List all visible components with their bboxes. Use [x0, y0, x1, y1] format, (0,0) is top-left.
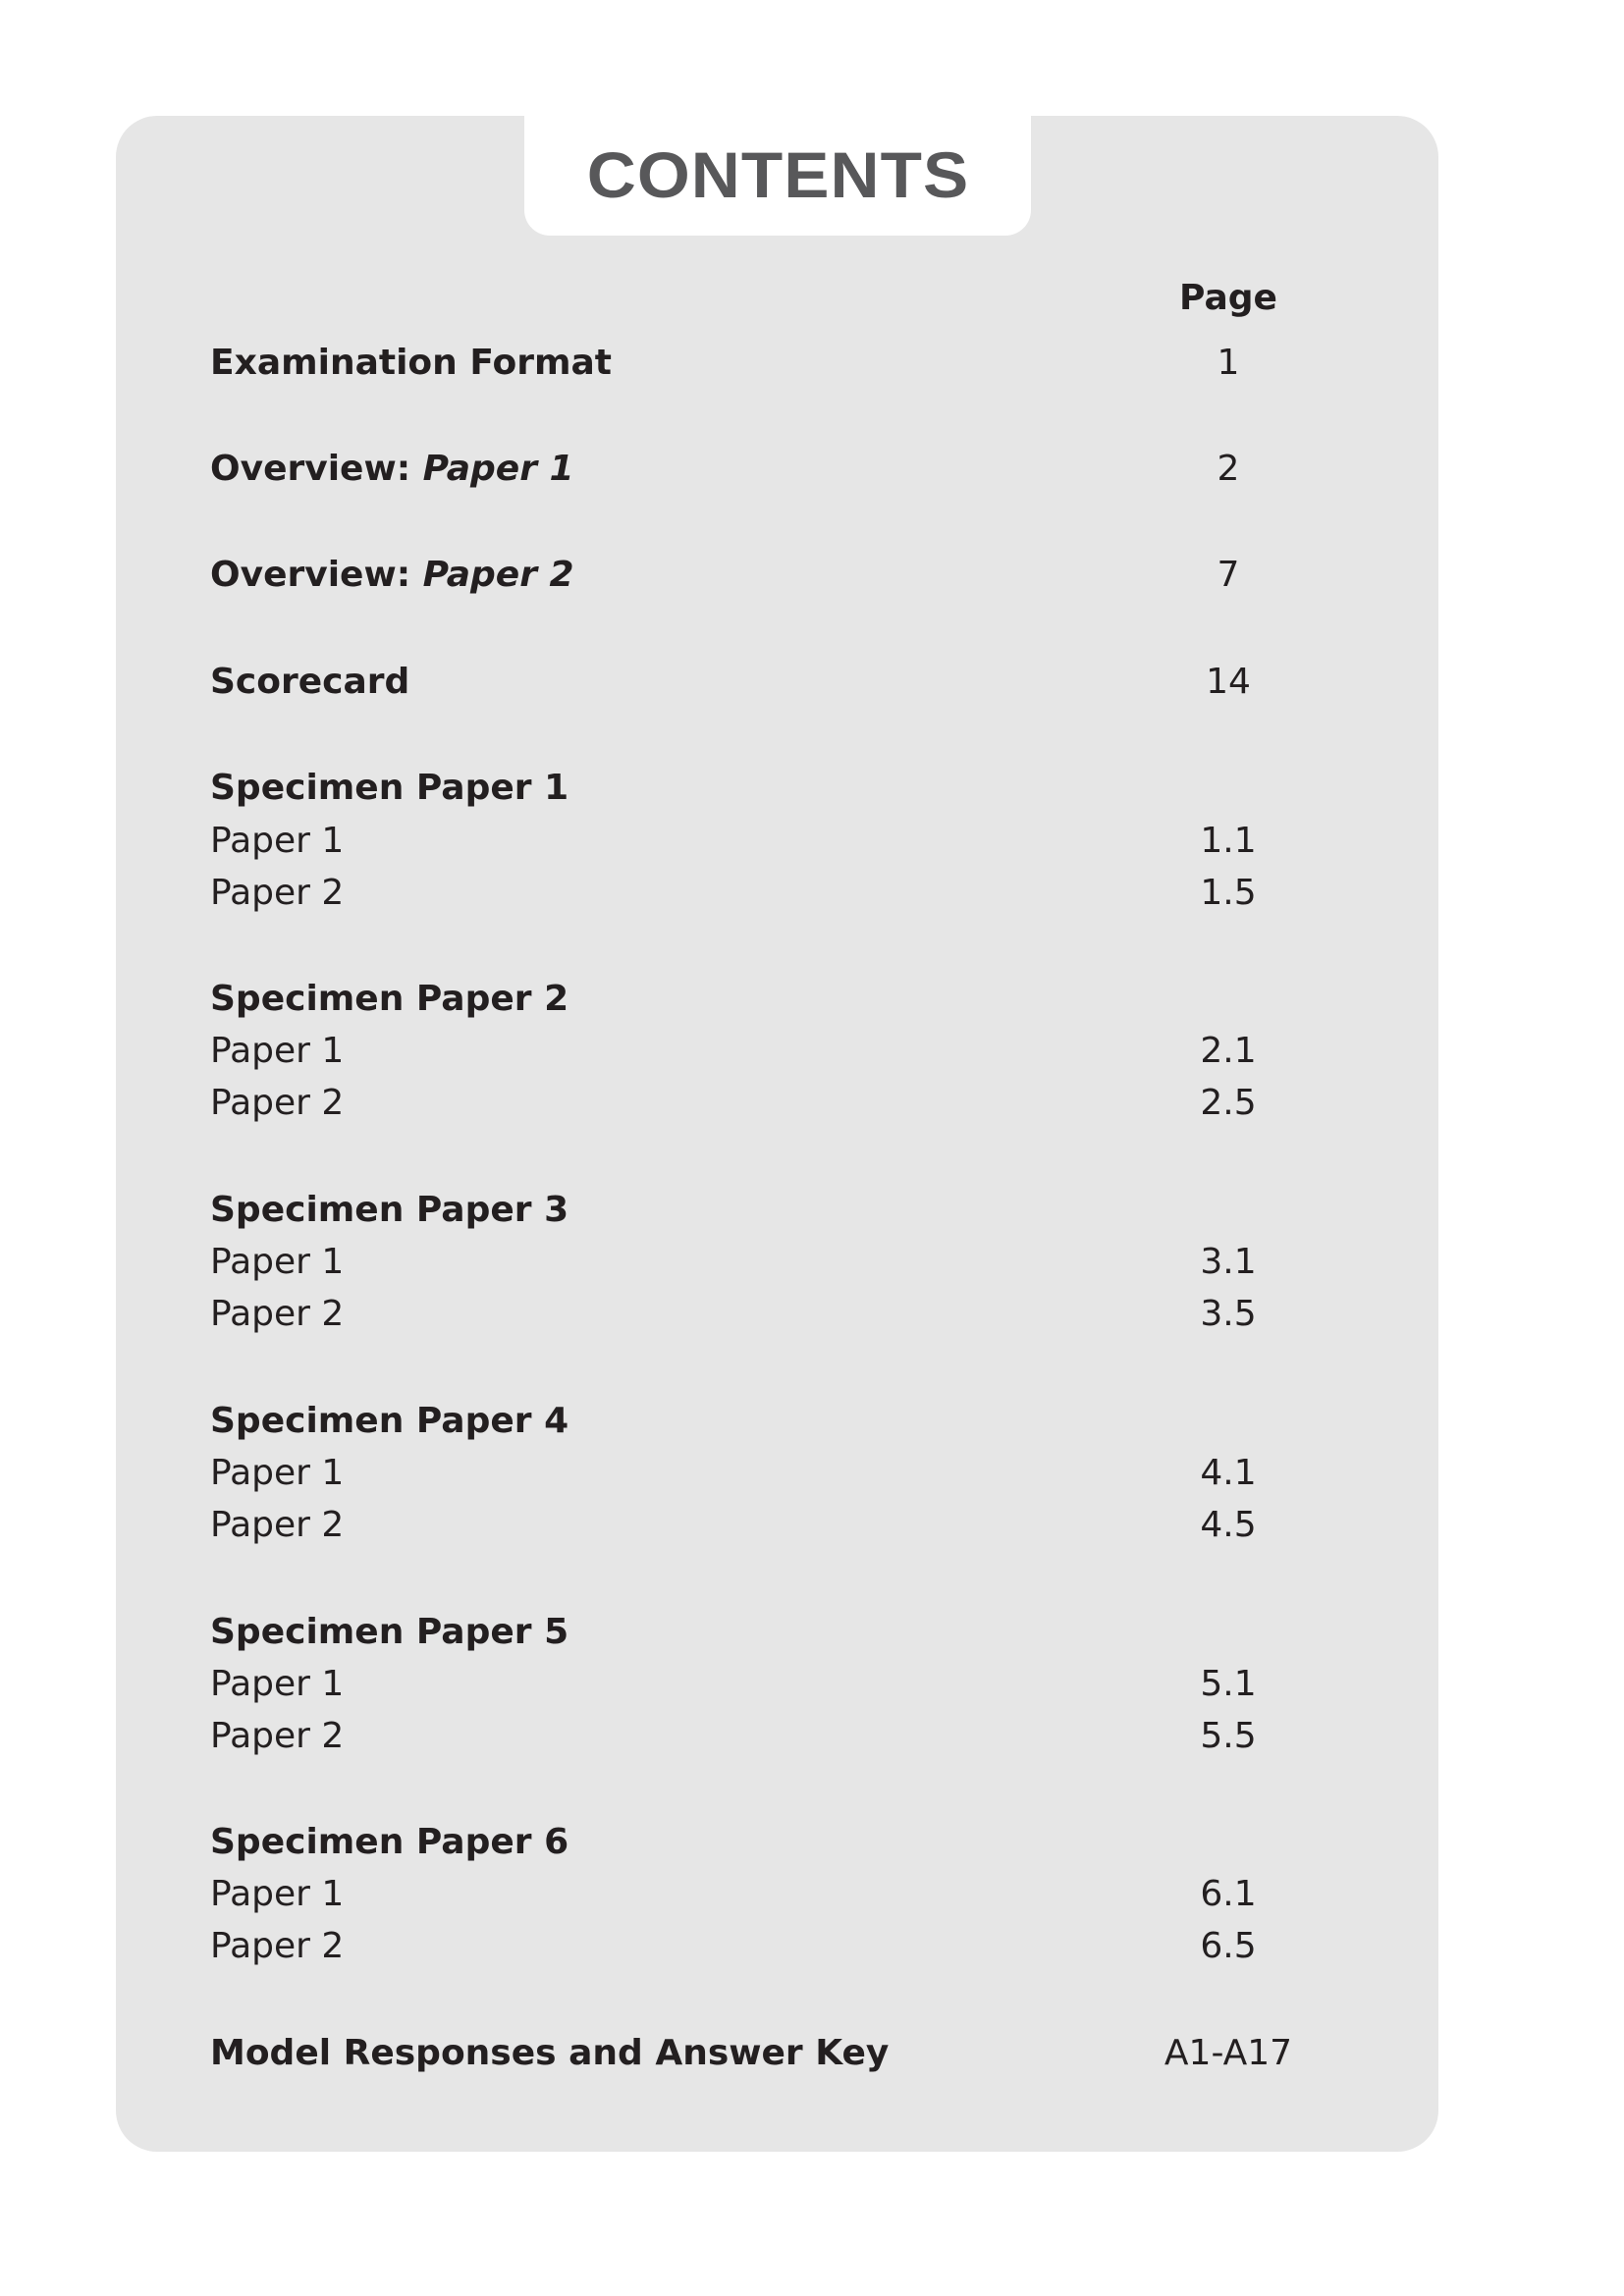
toc-label: Specimen Paper 1	[210, 768, 569, 808]
toc-page: 6.5	[1200, 1926, 1257, 1966]
toc-entry-examination-format[interactable]	[210, 343, 1326, 386]
toc-specimen-heading-6[interactable]	[210, 1822, 1326, 1865]
toc-page: 7	[1217, 555, 1240, 595]
toc-label: Paper 2	[210, 1926, 345, 1966]
toc-page: 14	[1206, 662, 1251, 702]
toc-subentry[interactable]	[210, 1716, 1326, 1759]
toc-subentry[interactable]	[210, 1453, 1326, 1496]
toc-entry-scorecard[interactable]	[210, 662, 1326, 705]
toc-subentry[interactable]	[210, 1874, 1326, 1917]
toc-subentry[interactable]	[210, 1294, 1326, 1337]
toc-label: Paper 2	[210, 1083, 345, 1123]
toc-label: Specimen Paper 5	[210, 1612, 569, 1652]
toc-subentry[interactable]	[210, 1505, 1326, 1548]
toc-label-italic: Paper 1	[422, 449, 574, 489]
toc-subentry[interactable]	[210, 821, 1326, 864]
toc-specimen-heading-3[interactable]	[210, 1190, 1326, 1233]
toc-label: Specimen Paper 4	[210, 1401, 569, 1441]
toc-label: Paper 2	[210, 873, 345, 913]
toc-subentry[interactable]	[210, 1664, 1326, 1707]
toc-label: Paper 1	[210, 1453, 345, 1493]
toc-subentry[interactable]	[210, 1242, 1326, 1285]
toc-label: Paper 1	[210, 1664, 345, 1704]
toc-specimen-heading-1[interactable]	[210, 768, 1326, 811]
toc-entry-model-responses[interactable]	[210, 2033, 1326, 2076]
toc-label-italic: Paper 2	[422, 555, 574, 595]
toc-label: Specimen Paper 6	[210, 1822, 569, 1862]
toc-subentry[interactable]	[210, 1926, 1326, 1969]
toc-entry-overview-paper-2[interactable]	[210, 555, 1326, 598]
toc-label: Scorecard	[210, 662, 410, 702]
toc-subentry[interactable]	[210, 1083, 1326, 1126]
toc-label-prefix: Overview:	[210, 449, 423, 489]
toc-page: 5.1	[1200, 1664, 1257, 1704]
toc-label: Specimen Paper 3	[210, 1190, 569, 1230]
toc-subentry[interactable]	[210, 873, 1326, 916]
toc-page: A1-A17	[1164, 2033, 1293, 2073]
toc-page: 5.5	[1200, 1716, 1257, 1756]
toc-specimen-heading-4[interactable]	[210, 1401, 1326, 1444]
toc-page: 2	[1217, 449, 1240, 489]
toc-label: Examination Format	[210, 343, 612, 383]
toc-specimen-heading-5[interactable]	[210, 1612, 1326, 1655]
toc-label: Specimen Paper 2	[210, 979, 569, 1019]
toc-label	[210, 449, 574, 489]
page-column-header: Page	[1179, 278, 1277, 318]
toc-page: 6.1	[1200, 1874, 1257, 1914]
toc-subentry[interactable]	[210, 1031, 1326, 1074]
toc-page: 4.1	[1200, 1453, 1257, 1493]
toc-label: Paper 1	[210, 1242, 345, 1282]
toc-page: 3.5	[1200, 1294, 1257, 1334]
toc-page: 2.1	[1200, 1031, 1257, 1071]
toc-label: Paper 2	[210, 1294, 345, 1334]
toc-entry-overview-paper-1[interactable]	[210, 449, 1326, 492]
toc-label: Paper 2	[210, 1505, 345, 1545]
toc-page: 1.1	[1200, 821, 1257, 861]
toc-label: Paper 1	[210, 821, 345, 861]
toc-label	[210, 555, 574, 595]
toc-label: Paper 2	[210, 1716, 345, 1756]
toc-page: 1	[1217, 343, 1240, 383]
page-title: CONTENTS	[586, 138, 969, 211]
title-tab	[524, 116, 1031, 236]
toc-label-prefix: Overview:	[210, 555, 423, 595]
toc-specimen-heading-2[interactable]	[210, 979, 1326, 1022]
toc-label: Model Responses and Answer Key	[210, 2033, 890, 2073]
toc-page: 2.5	[1200, 1083, 1257, 1123]
toc-page: 3.1	[1200, 1242, 1257, 1282]
toc-label: Paper 1	[210, 1031, 345, 1071]
toc-label: Paper 1	[210, 1874, 345, 1914]
toc-page: 1.5	[1200, 873, 1257, 913]
toc-page: 4.5	[1200, 1505, 1257, 1545]
